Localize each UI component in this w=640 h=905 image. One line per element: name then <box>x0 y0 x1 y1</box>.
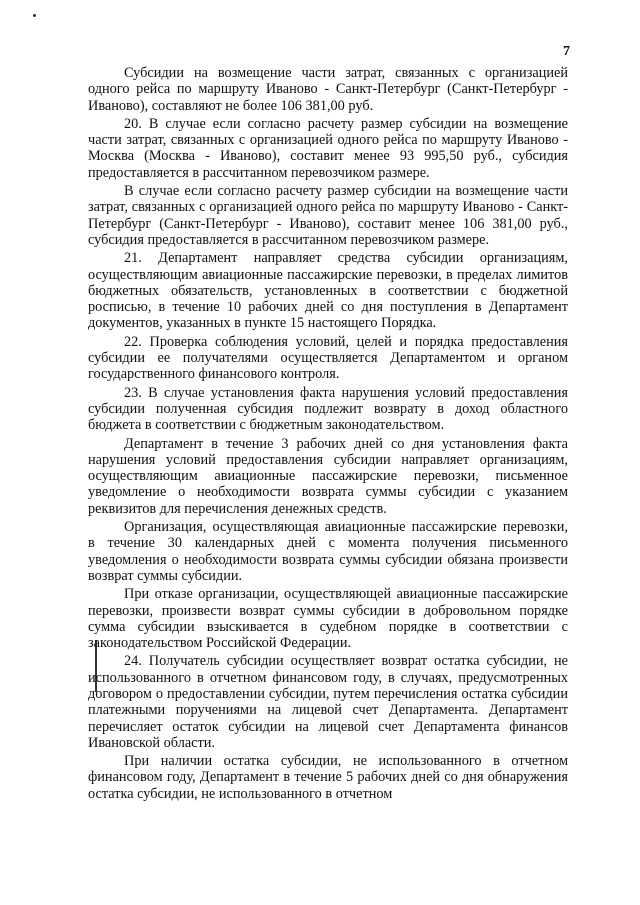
paragraph: При наличии остатка субсидии, не использованного в отчетном финансовом году, Департамент в течение 5 рабочих дней со дня обнаружения остатка субсидии, не использованного в отчетном <box>88 753 568 802</box>
paragraph: При отказе организации, осуществляющей авиационные пассажирские перевозки, произвести возврат суммы субсидии в добровольном порядке сумма субсидии взыскивается в судебном порядке в соответствии с законодательством Российской Федерации. <box>88 586 568 652</box>
paragraph: 20. В случае если согласно расчету размер субсидии на возмещение части затрат, связанных с организацией одного рейса по маршруту Иваново - Москва (Москва - Иваново), составит менее 93 995,50 руб., субсидия предоставляется в рассчитанном перевозчиком размере. <box>88 115 568 181</box>
paragraph: Субсидии на возмещение части затрат, связанных с организацией одного рейса по маршруту Иваново - Санкт-Петербург (Санкт-Петербург - Иваново), составляют не более 106 381,00 руб. <box>88 65 568 114</box>
paragraph: 22. Проверка соблюдения условий, целей и порядка предоставления субсидии ее получателями осуществляется Департаментом и органом государственного финансового контроля. <box>88 333 568 383</box>
paragraph: В случае если согласно расчету размер субсидии на возмещение части затрат, связанных с организацией одного рейса по маршруту Иваново - Санкт-Петербург (Санкт-Петербург - Иваново), составит менее 106 381,00 руб., субсидия предоставляется в рассчитанном перевозчиком размере. <box>88 183 568 248</box>
document-body <box>88 65 568 804</box>
scan-dot <box>33 14 36 17</box>
paragraph: 23. В случае установления факта нарушения условий предоставления субсидии полученная субсидия подлежит возврату в доход областного бюджета в соответствии с бюджетным законодательством. <box>88 384 568 434</box>
paragraph: Организация, осуществляющая авиационные пассажирские перевозки, в течение 30 календарных дней с момента получения письменного уведомления о необходимости возврата суммы субсидии обязана произвести возврат суммы субсидии. <box>88 519 568 584</box>
paragraph: 24. Получатель субсидии осуществляет возврат остатка субсидии, не использованного в отчетном финансовом году, в случаях, предусмотренных договором о предоставлении субсидии, путем перечисления остатка субсидии платежными поручениями на лицевой счет Департамента. Департамент перечисляет остаток субсидии на лицевой счет Департамента финансов Ивановской области. <box>88 653 568 751</box>
paragraph: 21. Департамент направляет средства субсидии организациям, осуществляющим авиационные пассажирские перевозки, в пределах лимитов бюджетных обязательств, установленных в соответствии с бюджетной росписью, в течение 10 рабочих дней со дня поступления в Департамент документов, указанных в пункте 15 настоящего Порядка. <box>88 250 568 332</box>
paragraph: Департамент в течение 3 рабочих дней со дня установления факта нарушения условий предоставления субсидии направляет организациям, осуществляющим авиационные пассажирские перевозки, письменное уведомление о необходимости возврата суммы субсидии с указанием реквизитов для перечисления денежных средств. <box>88 435 568 517</box>
page-number: 7 <box>563 44 570 59</box>
